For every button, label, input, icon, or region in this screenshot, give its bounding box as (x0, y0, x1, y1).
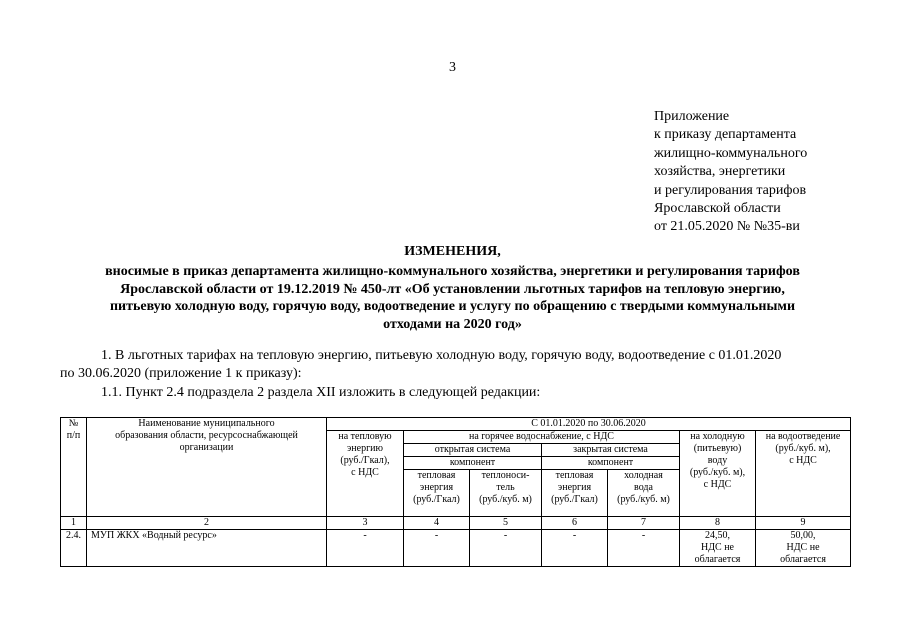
appendix-line: к приказу департамента (654, 127, 797, 143)
subtitle-line: отходами на 2020 год» (383, 316, 522, 332)
row-num: 2.4. (61, 530, 87, 567)
appendix-block (654, 108, 807, 237)
document-subtitle (60, 263, 845, 333)
paragraph-1-line-1: 1. В льготных тарифах на тепловую энергию, питьевую холодную воду, горячую воду, водоотведение с 01.01.2020 (101, 348, 782, 363)
header-open-system: открытая система (404, 444, 542, 457)
header-component-closed: компонент (542, 457, 680, 470)
header-hot-water: на горячее водоснабжение, с НДС (404, 431, 680, 444)
table-header-row (61, 418, 851, 431)
column-number: 5 (470, 517, 542, 530)
header-open-thermal: тепловая энергия (руб./Гкал) (404, 470, 470, 517)
column-number: 7 (608, 517, 680, 530)
header-closed-thermal: тепловая энергия (руб./Гкал) (542, 470, 608, 517)
appendix-line: от 21.05.2020 № №35-ви (654, 219, 800, 235)
header-closed-system: закрытая система (542, 444, 680, 457)
row-open-thermal: - (404, 530, 470, 567)
header-open-carrier: теплоноси- тель (руб./куб. м) (470, 470, 542, 517)
header-num: № п/п (61, 418, 87, 517)
row-organization-name: МУП ЖКХ «Водный ресурс» (87, 530, 327, 567)
subtitle-line: питьевую холодную воду, горячую воду, водоотведение и услугу по обращению с твердыми коммунальными (109, 299, 796, 314)
header-closed-cold-water: холодная вода (руб./куб. м) (608, 470, 680, 517)
appendix-line: Приложение (654, 109, 730, 124)
column-number: 2 (87, 517, 327, 530)
header-cold-water: на холодную (питьевую) воду (руб./куб. м), с НДС (680, 431, 756, 517)
appendix-line: хозяйства, энергетики (654, 164, 786, 180)
column-number: 9 (756, 517, 851, 530)
appendix-line: Ярославской области (654, 200, 781, 216)
row-cold-water-tariff: 24,50, НДС не облагается (680, 530, 756, 567)
row-closed-thermal: - (542, 530, 608, 567)
column-number: 6 (542, 517, 608, 530)
appendix-line: жилищно-коммунального (654, 145, 808, 161)
paragraph-2: 1.1. Пункт 2.4 подраздела 2 раздела XII изложить в следующей редакции: (101, 385, 541, 400)
column-number: 1 (61, 517, 87, 530)
table-row (61, 530, 851, 567)
subtitle-line: Ярославской области от 19.12.2019 № 450-лт «Об установлении льготных тарифов на тепловую энергию, (120, 281, 785, 297)
document-title: ИЗМЕНЕНИЯ, (404, 244, 501, 259)
header-component-open: компонент (404, 457, 542, 470)
row-heat-tariff: - (327, 530, 404, 567)
header-sewage: на водоотведение (руб./куб. м), с НДС (756, 431, 851, 517)
column-number: 3 (327, 517, 404, 530)
row-closed-cold-water: - (608, 530, 680, 567)
tariffs-table (60, 417, 851, 567)
paragraph-1-line-2: по 30.06.2020 (приложение 1 к приказу): (60, 366, 302, 381)
page-number: 3 (449, 60, 456, 75)
header-period: С 01.01.2020 по 30.06.2020 (327, 418, 851, 431)
column-number: 4 (404, 517, 470, 530)
header-name: Наименование муниципального образования области, ресурсоснабжающей организации (87, 418, 327, 517)
subtitle-line: вносимые в приказ департамента жилищно-коммунального хозяйства, энергетики и регулирования тарифов (105, 264, 800, 279)
column-number-row (61, 517, 851, 530)
row-open-carrier: - (470, 530, 542, 567)
header-heat: на тепловую энергию (руб./Гкал), с НДС (327, 431, 404, 517)
appendix-line: и регулирования тарифов (654, 182, 807, 198)
column-number: 8 (680, 517, 756, 530)
row-sewage-tariff: 50,00, НДС не облагается (756, 530, 851, 567)
